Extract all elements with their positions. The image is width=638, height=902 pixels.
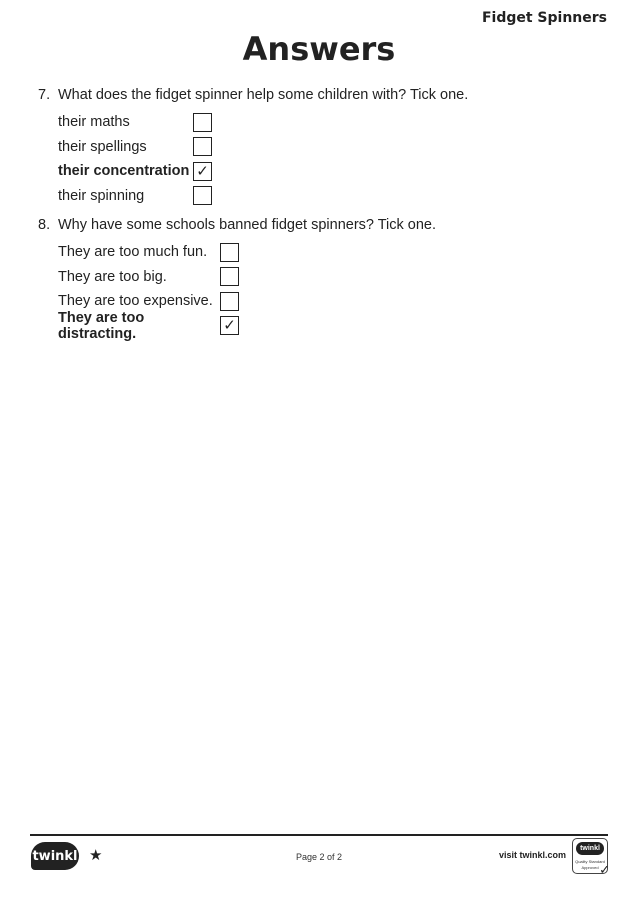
visit-link[interactable]: visit twinkl.com xyxy=(498,850,566,860)
question-8 xyxy=(38,216,437,342)
tick-box[interactable] xyxy=(193,113,212,132)
badge-text: Quality Standard xyxy=(575,859,605,864)
options-list xyxy=(58,240,436,342)
star-icon: ★ xyxy=(89,847,103,864)
question-text: Why have some schools banned fidget spinners? Tick one. xyxy=(58,217,437,233)
badge-logo: twinkl xyxy=(576,842,604,855)
option-label: their maths xyxy=(58,114,130,131)
tick-box[interactable] xyxy=(220,243,239,262)
question-number: 7. xyxy=(38,87,51,103)
option-label: They are too big. xyxy=(58,268,167,285)
question-number: 8. xyxy=(38,217,51,233)
option-label: their concentration xyxy=(58,163,190,180)
option-label: They are too expensive. xyxy=(58,293,213,310)
footer-divider xyxy=(30,834,608,836)
option-too-much-fun xyxy=(58,240,436,265)
options-list xyxy=(58,110,468,208)
option-too-big xyxy=(58,265,436,290)
option-their-spellings xyxy=(58,135,468,160)
tick-box[interactable]: ✓ xyxy=(220,316,239,335)
logo-text: twinkl xyxy=(32,848,78,864)
option-label: They are too much fun. xyxy=(58,244,208,261)
check-icon: ✓ xyxy=(599,862,610,877)
option-their-spinning xyxy=(58,184,468,209)
quality-badge xyxy=(572,838,610,877)
option-label: their spinning xyxy=(58,187,145,204)
question-7 xyxy=(38,86,468,208)
option-label: their spellings xyxy=(58,138,147,155)
tick-box[interactable] xyxy=(220,292,239,311)
option-their-concentration xyxy=(58,159,468,184)
tick-box[interactable] xyxy=(220,267,239,286)
tick-box[interactable]: ✓ xyxy=(193,162,212,181)
tick-box[interactable] xyxy=(193,186,212,205)
option-too-distracting xyxy=(58,309,436,342)
option-label: They are too distracting. xyxy=(58,309,145,342)
question-line xyxy=(38,216,436,234)
page-heading: Answers xyxy=(242,30,396,68)
page-number: Page 2 of 2 xyxy=(295,852,343,862)
question-text: What does the fidget spinner help some children with? Tick one. xyxy=(58,87,469,103)
tick-box[interactable] xyxy=(193,137,212,156)
option-their-maths xyxy=(58,110,468,135)
header-title: Fidget Spinners xyxy=(481,10,607,26)
question-line xyxy=(38,86,468,104)
badge-text: Approved xyxy=(581,865,599,870)
